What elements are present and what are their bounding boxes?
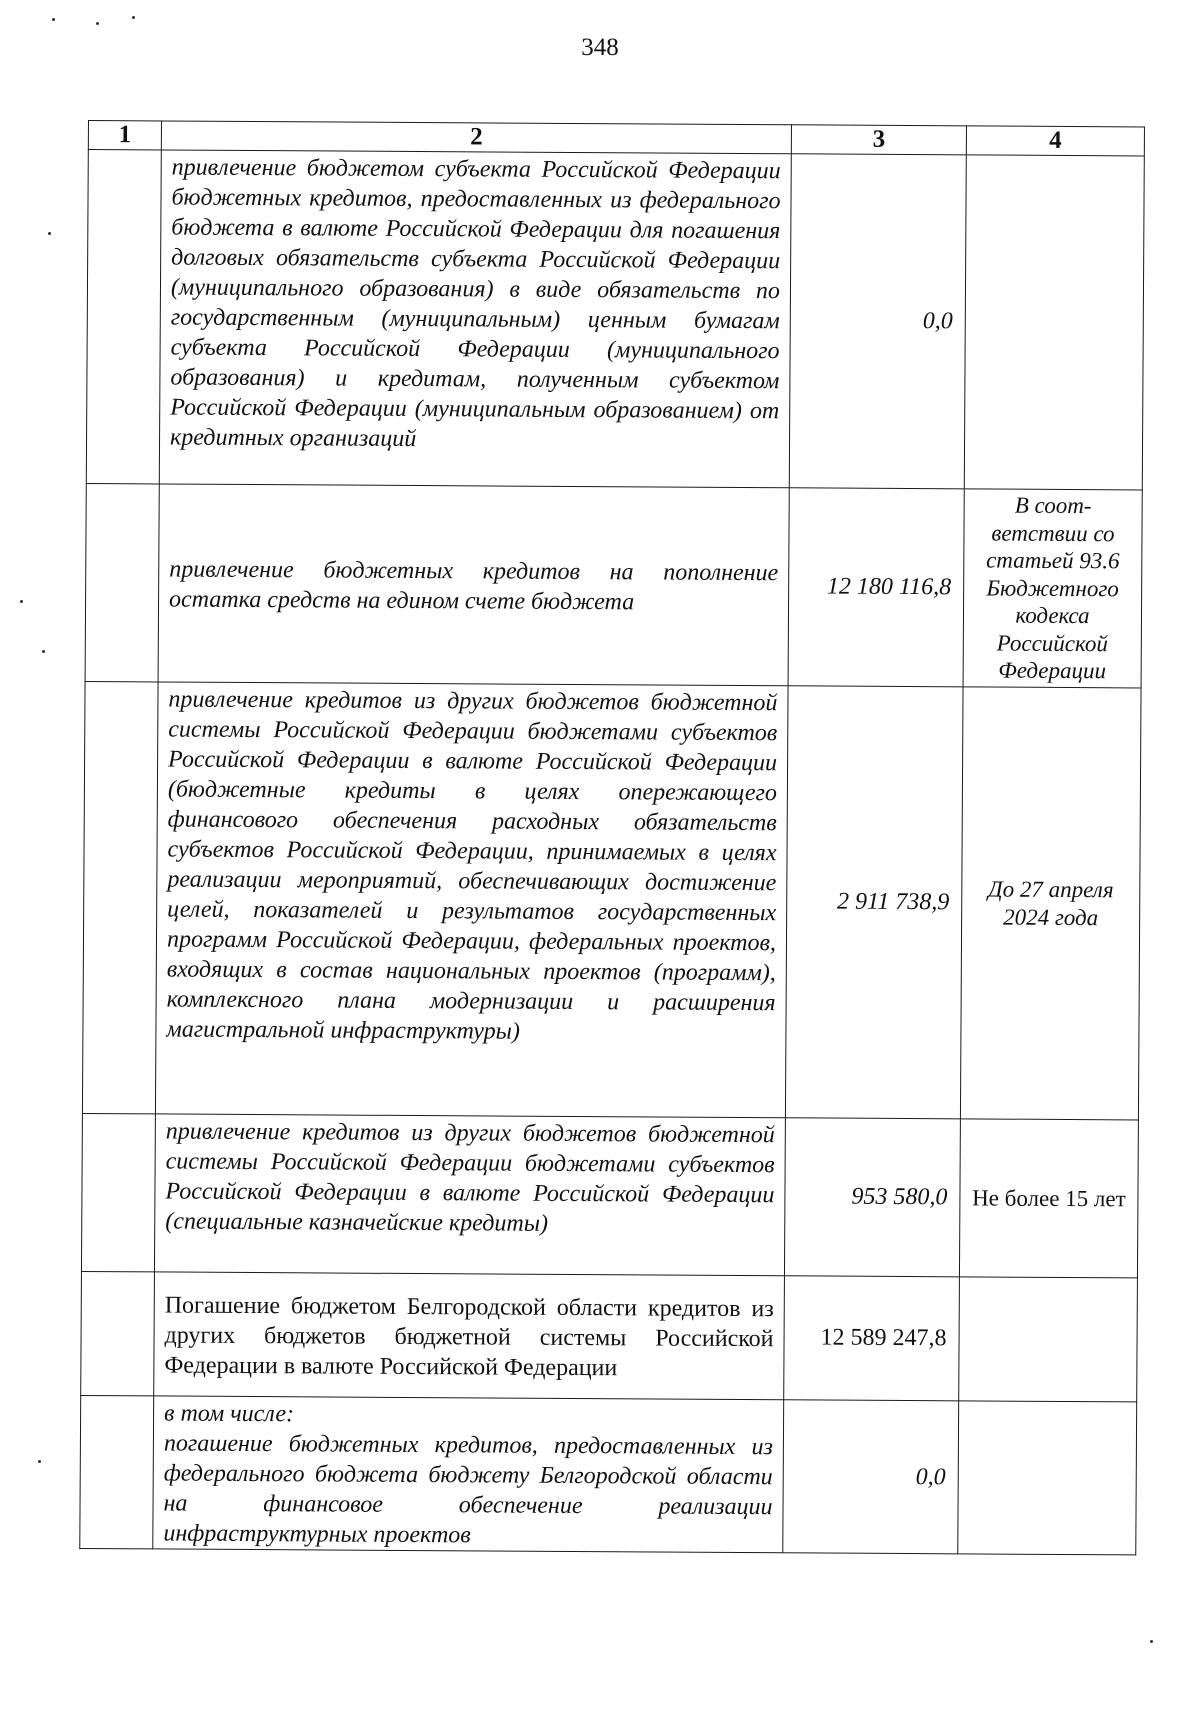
row-amount: 12 589 247,8 (784, 1276, 960, 1401)
column-header-3: 3 (791, 125, 966, 155)
table-row (85, 483, 1142, 687)
row-description: привлечение кредитов из других бюджетов бюджетной системы Российской Федерации бюджетами субъектов Российской Федерации в валюте Российской Федерации (специальные казначейские кредиты) (154, 1114, 785, 1276)
row-amount: 0,0 (789, 154, 966, 489)
row-amount: 2 911 738,9 (785, 686, 963, 1119)
column-header-2: 2 (161, 121, 791, 154)
scan-speck (48, 232, 51, 235)
row-amount: 0,0 (783, 1400, 959, 1554)
row-description-prefix: в том числе: (164, 1400, 295, 1428)
scan-speck (96, 22, 99, 25)
row-number-cell (81, 1271, 155, 1395)
row-note: Не более 15 лет (959, 1119, 1138, 1278)
row-note: До 27 апреля 2024 года (960, 687, 1141, 1120)
scan-speck (52, 18, 55, 21)
scan-speck (42, 650, 45, 653)
row-note (958, 1401, 1137, 1555)
row-note (959, 1277, 1138, 1402)
row-description: привлечение бюджетом субъекта Российской Федерации бюджетных кредитов, предоставленных из федерального бюджета в валюте Российской Федерации для погашения долговых обязательств субъекта Российской Федерации (муниципального образования) в виде обязательств по государственным (муниципальным) ценным бумагам субъекта Российской Федерации (муниципального образования) и кредитам, полученным субъектом Российской Федерации (муниципальным образованием) от кредитных организаций (159, 150, 791, 488)
row-amount: 12 180 116,8 (788, 488, 964, 687)
row-number-cell (85, 483, 159, 681)
row-description: Погашение бюджетом Белгородской области кредитов из других бюджетов бюджетной системы Российской Федерации в валюте Российской Федерации (154, 1272, 785, 1400)
table-row (81, 1113, 1138, 1277)
row-note: В соот-ветствии со статьей 93.6 Бюджетного кодекса Российской Федерации (963, 489, 1142, 688)
row-number-cell (82, 681, 158, 1113)
row-description-cell (153, 1396, 784, 1553)
row-number-cell (81, 1113, 155, 1271)
column-header-4: 4 (966, 126, 1144, 156)
page-number: 348 (581, 34, 619, 61)
scan-speck (38, 1460, 41, 1463)
scan-speck (132, 16, 135, 19)
table-row (82, 681, 1141, 1119)
row-description: привлечение бюджетных кредитов на пополнение остатка средств на едином счете бюджета (158, 484, 789, 686)
row-note (964, 155, 1144, 490)
row-number-cell (80, 1395, 154, 1548)
table-row (81, 1271, 1138, 1401)
table-row (86, 150, 1144, 490)
table-row (80, 1395, 1137, 1554)
budget-table (79, 120, 1145, 1555)
row-amount: 953 580,0 (784, 1118, 960, 1277)
column-header-1: 1 (88, 121, 161, 150)
scan-speck (20, 600, 23, 603)
row-number-cell (86, 150, 161, 484)
row-description: погашение бюджетных кредитов, предоставленных из федерального бюджета бюджету Белгородской области на финансовое обеспечение реализации инфраструктурных проектов (163, 1430, 773, 1549)
scan-speck (1150, 1640, 1153, 1643)
row-description: привлечение кредитов из других бюджетов бюджетной системы Российской Федерации бюджетами субъектов Российской Федерации в валюте Российской Федерации (бюджетные кредиты в целях опережающего финансового обеспечения расходных обязательств субъектов Российской Федерации, принимаемых в целях реализации мероприятий, обеспечивающих достижение целей, показателей и результатов государственных программ Российской Федерации, федеральных проектов, входящих в состав национальных проектов (программ), комплексного плана модернизации и расширения магистральной инфраструктуры) (155, 682, 788, 1118)
